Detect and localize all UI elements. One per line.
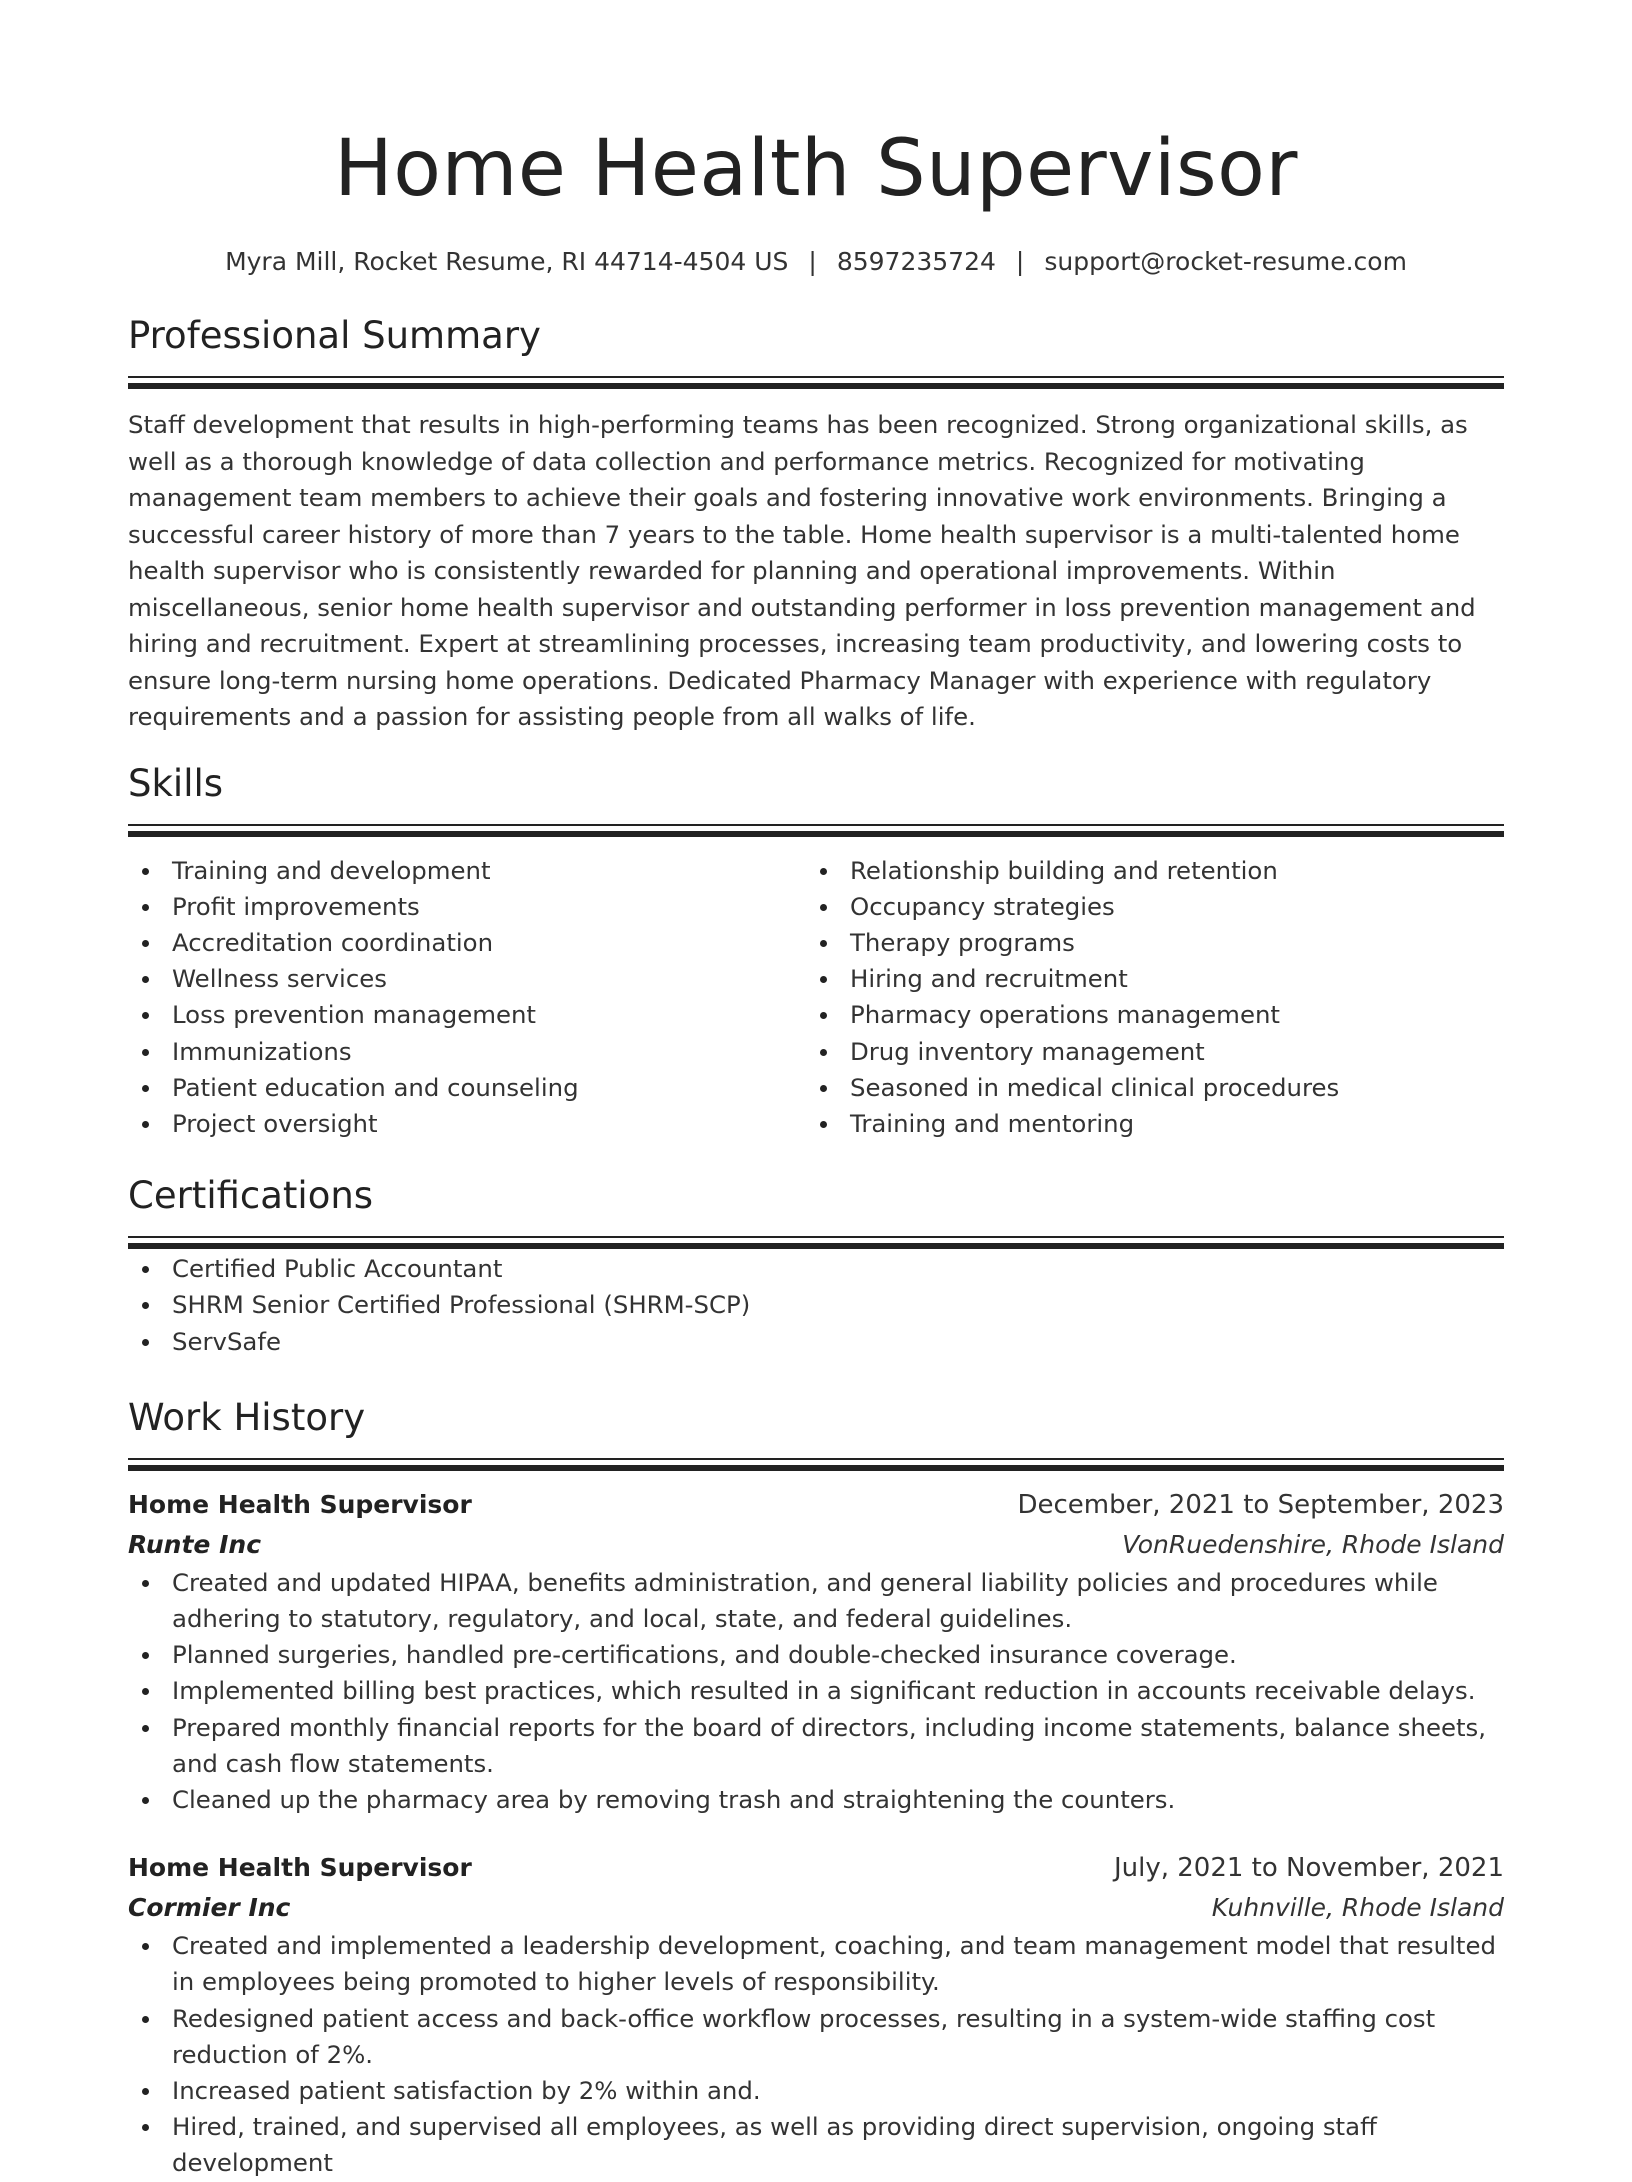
job-entry <box>128 1485 1504 1818</box>
skill-item: Wellness services <box>128 961 806 997</box>
skills-heading: Skills <box>128 761 224 805</box>
job-dates: December, 2021 to September, 2023 <box>1017 1489 1504 1520</box>
job-company-row <box>128 1888 1504 1928</box>
skill-item: Occupancy strategies <box>806 889 1484 925</box>
job-bullets <box>128 1565 1504 1818</box>
skill-item: Patient education and counseling <box>128 1070 806 1106</box>
skill-item: Training and mentoring <box>806 1106 1484 1142</box>
contact-line <box>128 246 1504 278</box>
contact-separator: | <box>808 247 817 276</box>
job-bullet: Created and implemented a leadership development, coaching, and team management model that resulted in employees being promoted to higher levels of responsibility. <box>128 1928 1504 2000</box>
job-location: Kuhnville, Rhode Island <box>1211 1893 1504 1923</box>
job-company: Runte Inc <box>128 1529 262 1559</box>
work-history-section <box>128 1396 1504 2182</box>
contact-separator: | <box>1015 247 1025 276</box>
contact-email: support@rocket-resume.com <box>1044 247 1407 276</box>
summary-text: Staff development that results in high-performing teams has been recognized. Strong organizational skills, as well as a thorough knowledge of data collection and performance metrics. Recognized for motivating management team members to achieve their goals and fostering innovative work environments. Bringing a successful career history of more than 7 years to the table. Home health supervisor is a multi-talented home health supervisor who is consistently rewarded for planning and operational improvements. Within miscellaneous, senior home health supervisor and outstanding performer in loss prevention management and hiring and recruitment. Expert at streamlining processes, increasing team productivity, and lowering costs to ensure long-term nursing home operations. Dedicated Pharmacy Manager with experience with regulatory requirements and a passion for assisting people from all walks of life. <box>128 410 1476 731</box>
skill-item: Profit improvements <box>128 889 806 925</box>
job-bullet: Planned surgeries, handled pre-certifications, and double-checked insurance coverage. <box>128 1637 1504 1673</box>
certifications-heading: Certifications <box>128 1174 374 1218</box>
summary-section <box>128 314 1504 736</box>
job-bullet: Prepared monthly financial reports for the board of directors, including income statements, balance sheets, and cash flow statements. <box>128 1710 1504 1782</box>
skill-item: Loss prevention management <box>128 997 806 1033</box>
job-entry <box>128 1848 1504 2181</box>
jobs-list <box>128 1485 1504 2182</box>
resume-title: Home Health Supervisor <box>334 124 1298 214</box>
job-bullets <box>128 1928 1504 2181</box>
skill-item: Immunizations <box>128 1034 806 1070</box>
skills-column-left <box>128 853 806 1143</box>
job-bullet: Cleaned up the pharmacy area by removing trash and straightening the counters. <box>128 1782 1504 1818</box>
job-header-row <box>128 1848 1504 1888</box>
skill-item: Project oversight <box>128 1106 806 1142</box>
section-divider <box>128 376 1504 391</box>
work-history-heading: Work History <box>128 1395 366 1439</box>
job-dates: July, 2021 to November, 2021 <box>1113 1853 1504 1884</box>
resume-page <box>128 0 1504 2182</box>
job-title: Home Health Supervisor <box>128 1853 472 1883</box>
skill-item: Seasoned in medical clinical procedures <box>806 1070 1484 1106</box>
section-divider <box>128 824 1504 839</box>
skills-column-right <box>806 853 1484 1143</box>
job-title: Home Health Supervisor <box>128 1489 472 1519</box>
job-bullet: Increased patient satisfaction by 2% within and. <box>128 2073 1504 2109</box>
certification-item: ServSafe <box>128 1324 1504 1360</box>
job-header-row <box>128 1485 1504 1525</box>
skill-item: Pharmacy operations management <box>806 997 1484 1033</box>
job-company-row <box>128 1525 1504 1565</box>
contact-address: Myra Mill, Rocket Resume, RI 44714-4504 US <box>225 247 789 276</box>
job-bullet: Redesigned patient access and back-office workflow processes, resulting in a system-wide staffing cost reduction of 2%. <box>128 2001 1504 2073</box>
job-company: Cormier Inc <box>128 1893 291 1923</box>
certification-item: SHRM Senior Certified Professional (SHRM-SCP) <box>128 1287 1504 1323</box>
job-bullet: Created and updated HIPAA, benefits administration, and general liability policies and procedures while adhering to statutory, regulatory, and local, state, and federal guidelines. <box>128 1565 1504 1637</box>
job-location: VonRuedenshire, Rhode Island <box>1122 1529 1504 1559</box>
certifications-list <box>128 1251 1504 1360</box>
job-bullet: Implemented billing best practices, which resulted in a significant reduction in accounts receivable delays. <box>128 1673 1504 1709</box>
skill-item: Accreditation coordination <box>128 925 806 961</box>
section-divider <box>128 1236 1504 1251</box>
job-bullet: Hired, trained, and supervised all employees, as well as providing direct supervision, ongoing staff development <box>128 2109 1504 2181</box>
skill-item: Training and development <box>128 853 806 889</box>
skill-item: Relationship building and retention <box>806 853 1484 889</box>
skills-grid <box>128 853 1504 1143</box>
summary-heading: Professional Summary <box>128 314 541 357</box>
certifications-section <box>128 1174 1504 1360</box>
skills-section <box>128 762 1504 1143</box>
section-divider <box>128 1458 1504 1473</box>
skill-item: Therapy programs <box>806 925 1484 961</box>
skill-item: Hiring and recruitment <box>806 961 1484 997</box>
skill-item: Drug inventory management <box>806 1034 1484 1070</box>
certification-item: Certified Public Accountant <box>128 1251 1504 1287</box>
contact-phone: 8597235724 <box>836 247 996 276</box>
